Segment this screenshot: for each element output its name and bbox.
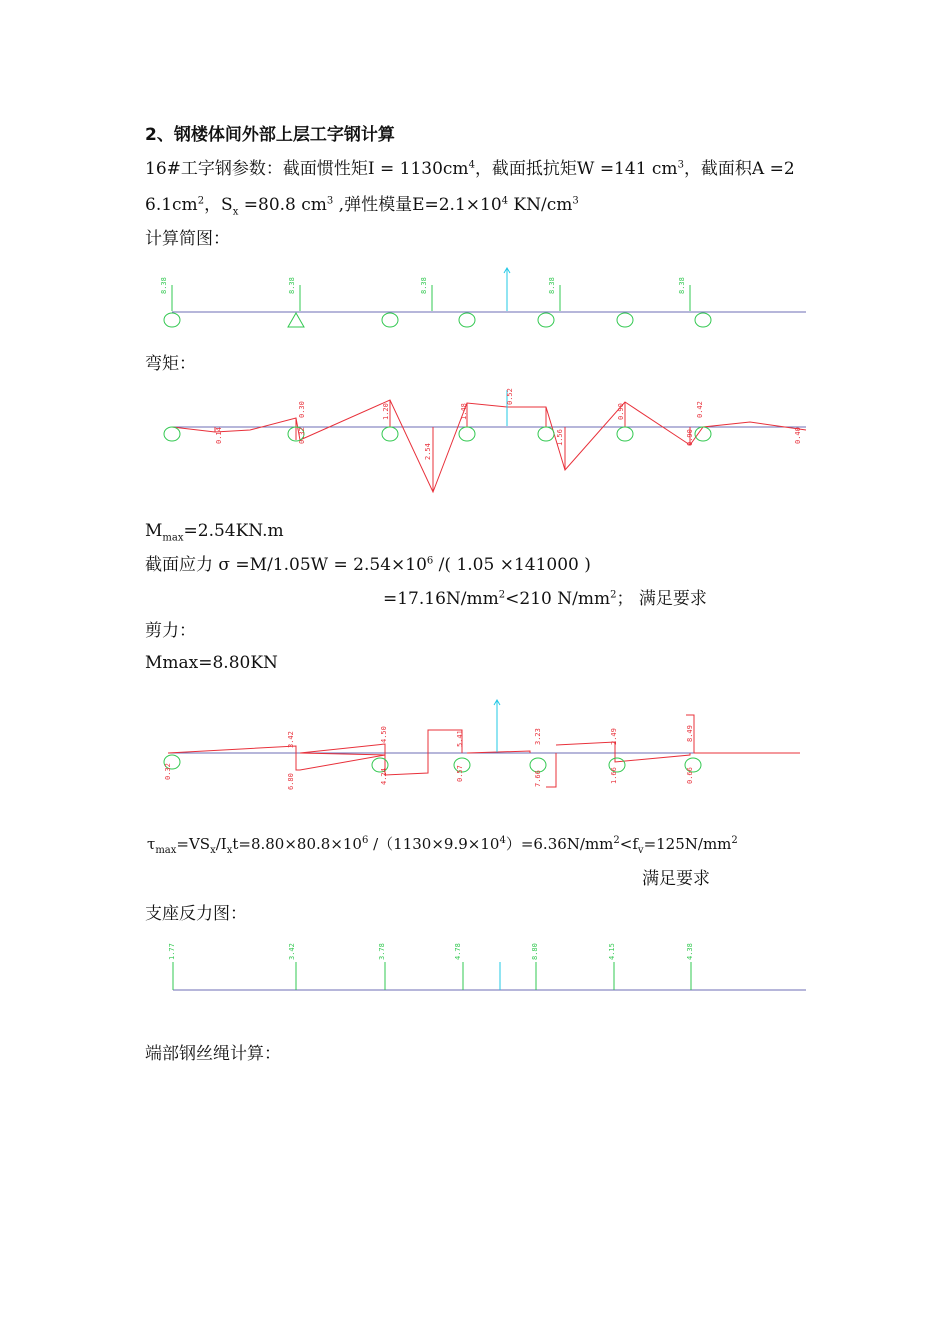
shear-label: 0.57 bbox=[456, 765, 464, 782]
sketch-load-label: 8.38 bbox=[678, 277, 686, 294]
reaction-label: 8.80 bbox=[531, 943, 539, 960]
reaction-label: 1.77 bbox=[168, 943, 176, 960]
vmax-line: Mmax=8.80KN bbox=[145, 653, 278, 673]
support-icon bbox=[288, 313, 304, 327]
support-icon bbox=[617, 427, 633, 441]
reaction-label: 3.78 bbox=[378, 943, 386, 960]
support-icon bbox=[538, 313, 554, 327]
params-line-1: 16#工字钢参数：截面惯性矩$I = 1130cm^4$，截面抵抗矩W =141 $cm^3$，截面积A =2 bbox=[145, 159, 795, 179]
support-icon bbox=[617, 313, 633, 327]
moment-label: 0.40 bbox=[794, 427, 802, 444]
support-icon bbox=[382, 427, 398, 441]
shear-segment bbox=[556, 742, 690, 762]
shear-label: 4.24 bbox=[380, 768, 388, 785]
moment-label: 2.54 bbox=[424, 443, 432, 460]
reaction-label: 4.15 bbox=[608, 943, 616, 960]
shear-label: 1.66 bbox=[610, 767, 618, 784]
moment-label: 1.48 bbox=[460, 403, 468, 420]
section-heading: 2、钢楼体间外部上层工字钢计算 bbox=[145, 125, 395, 145]
shear-label: 5.41 bbox=[456, 730, 464, 747]
reaction-title: 支座反力图： bbox=[145, 904, 247, 924]
params-line-2: $6.1cm^2$，$S_x =80.8$ $cm^3$ ,弹性模量$E=2.1\times 10^4$ $KN/cm^3$ bbox=[145, 195, 579, 218]
moment-label: 0.32 bbox=[298, 427, 306, 444]
reaction-diagram bbox=[168, 943, 806, 990]
reaction-label: 4.38 bbox=[686, 943, 694, 960]
shear-ok: 满足要求 bbox=[642, 869, 710, 889]
end-section-title: 端部钢丝绳计算： bbox=[145, 1044, 281, 1064]
shear-label: 3.23 bbox=[534, 728, 542, 745]
support-icon bbox=[530, 758, 546, 772]
shear-label: 4.50 bbox=[380, 726, 388, 743]
sketch-load-label: 8.38 bbox=[160, 277, 168, 294]
reaction-label: 3.42 bbox=[288, 943, 296, 960]
shear-segment bbox=[546, 753, 556, 787]
moment-label: 0.90 bbox=[617, 403, 625, 420]
shear-title: 剪力： bbox=[145, 621, 196, 641]
moment-label: 1.56 bbox=[556, 429, 564, 446]
moment-title: 弯矩： bbox=[145, 354, 196, 374]
moment-label: 0.14 bbox=[215, 427, 223, 444]
reaction-label: 4.78 bbox=[454, 943, 462, 960]
moment-diagram bbox=[164, 388, 806, 492]
shear-label: 0.32 bbox=[164, 763, 172, 780]
sketch-load-label: 8.38 bbox=[288, 277, 296, 294]
support-icon bbox=[459, 313, 475, 327]
support-icon bbox=[695, 313, 711, 327]
sketch-load-label: 8.38 bbox=[548, 277, 556, 294]
support-icon bbox=[164, 427, 180, 441]
stress-line-1: 截面应力 $\sigma =M/1.05W = 2.54\times 10^6$ /( 1.05 ×141000 ) bbox=[145, 555, 591, 575]
support-icon bbox=[459, 427, 475, 441]
shear-label: 8.49 bbox=[686, 725, 694, 742]
stress-line-2: $=17.16N/mm^2<210$ $N/mm^2$； 满足要求 bbox=[383, 589, 707, 609]
shear-label: 6.80 bbox=[287, 773, 295, 790]
moment-label: 0.52 bbox=[506, 388, 514, 405]
mmax-line: $M_{max}=2.54KN.m$ bbox=[145, 521, 284, 544]
sketch-title: 计算简图： bbox=[145, 229, 230, 249]
moment-label: 0.30 bbox=[298, 401, 306, 418]
shear-label: 0.66 bbox=[686, 767, 694, 784]
support-icon bbox=[538, 427, 554, 441]
sketch-diagram bbox=[160, 268, 806, 327]
shear-label: 7.66 bbox=[534, 770, 542, 787]
support-icon bbox=[164, 313, 180, 327]
shear-label: 3.42 bbox=[287, 731, 295, 748]
support-icon bbox=[382, 313, 398, 327]
tau-line: $\tau_{max}=VS_x/I_xt=8.80\times 80.8\times 10^6$ $/(1130\times 9.9\times 10^4)=6.36N/mm^2<f_v=125N/mm^2$ bbox=[147, 835, 738, 856]
moment-label: 1.20 bbox=[382, 403, 390, 420]
shear-diagram bbox=[164, 700, 800, 790]
moment-curve bbox=[172, 400, 806, 492]
sketch-load-label: 8.38 bbox=[420, 277, 428, 294]
shear-segment bbox=[168, 746, 385, 770]
moment-label: 0.42 bbox=[696, 401, 704, 418]
moment-label: 0.90 bbox=[686, 429, 694, 446]
shear-label: 2.49 bbox=[610, 728, 618, 745]
